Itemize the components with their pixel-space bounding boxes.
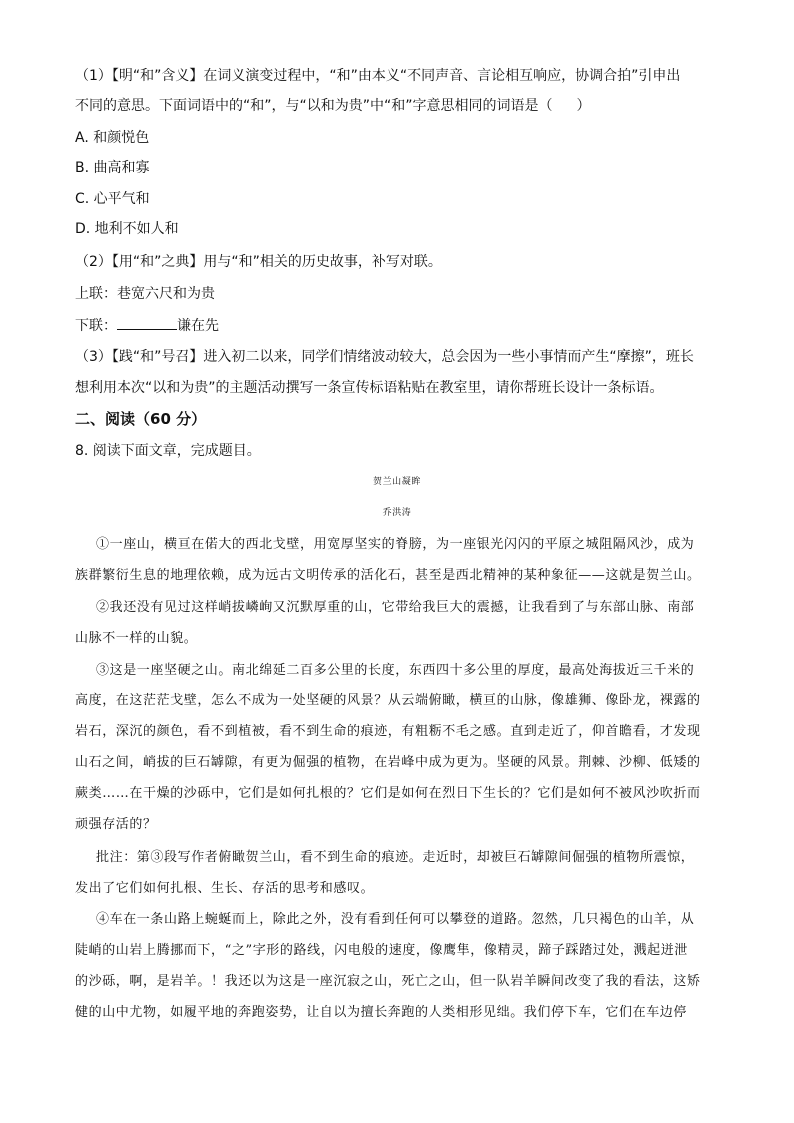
article-title: 贺兰山凝眸 xyxy=(372,477,421,487)
article-line: 蕨类……在干燥的沙砾中，它们是如何扎根的？它们是如何在烈日下生长的？它们是如何不被风沙吹折而 xyxy=(75,786,701,801)
q7-part3-line1: （3）【践“和”号召】进入初二以来，同学们情绪波动较大，总会因为一些小事情而产生“摩擦”，班长 xyxy=(75,349,694,365)
q7-part1-line2-end: ） xyxy=(576,98,591,114)
article-line: ④车在一条山路上蜿蜒而上，除此之外，没有看到任何可以攀登的道路。忽然，几只褐色的山羊，从 xyxy=(96,912,695,927)
article-line: 的沙砾，啊，是岩羊。！我还以为这是一座沉寂之山，死亡之山，但一队岩羊瞬间改变了我的看法，这矫 xyxy=(75,974,701,989)
article-line: ②我还没有见过这样峭拔嶙峋又沉默厚重的山，它带给我巨大的震撼，让我看到了与东部山脉、南部 xyxy=(96,600,695,615)
lower-couplet-suffix: 谦在先 xyxy=(177,318,219,334)
article-line: 山石之间，峭拔的巨石罅隙，有更为倔强的植物，在岩峰中成为更为。坚硬的风景。荆棘、沙柳、低矮的 xyxy=(75,755,701,770)
annotation-line: 批注：第③段写作者俯瞰贺兰山，看不到生命的痕迹。走近时，却被巨石罅隙间倔强的植物所震惊， xyxy=(96,850,695,865)
article-line: 健的山中尤物，如履平地的奔跑姿势，让自以为擅长奔跑的人类相形见绌。我们停下车，它们在车边停 xyxy=(75,1005,688,1020)
article-line: ①一座山，横亘在偌大的西北戈壁，用宽厚坚实的脊膀，为一座银光闪闪的平原之城阻隔风沙，成为 xyxy=(96,537,695,552)
q7-part1-line2 xyxy=(75,96,591,116)
lower-couplet-prefix: 下联： xyxy=(75,318,117,334)
article-line: 族群繁衍生息的地理依赖，成为远古文明传承的活化石，甚至是西北精神的某种象征——这就是贺兰山。 xyxy=(75,568,701,583)
q7-part2: （2）【用“和”之典】用与“和”相关的历史故事，补写对联。 xyxy=(75,254,442,270)
option-c: C. 心平气和 xyxy=(75,191,150,207)
q7-part1-line1: （1）【明“和”含义】在词义演变过程中，“和”由本义“不同声音、言论相互响应，协调合拍”引申出 xyxy=(75,68,681,84)
option-d: D. 地利不如人和 xyxy=(75,221,179,237)
lower-couplet xyxy=(75,315,219,336)
section-heading: 二、阅读（60 分） xyxy=(75,410,207,428)
q7-part3-line2: 想利用本次“以和为贵”的主题活动撰写一条宣传标语粘贴在教室里，请你帮班长设计一条标语。 xyxy=(75,380,664,396)
upper-couplet: 上联：巷宽六尺和为贵 xyxy=(75,286,215,302)
annotation-line: 发出了它们如何扎根、生长、存活的思考和感叹。 xyxy=(75,881,375,896)
article-author: 乔洪涛 xyxy=(382,508,412,518)
option-b: B. 曲高和寡 xyxy=(75,160,150,176)
article-line: 山脉不一样的山貌。 xyxy=(75,631,198,646)
q7-part1-line2-text: 不同的意思。下面词语中的“和”，与“以和为贵”中“和”字意思相同的词语是（ xyxy=(75,98,553,114)
article-line: ③这是一座坚硬之山。南北绵延二百多公里的长度，东西四十多公里的厚度，最高处海拔近三千米的 xyxy=(96,663,695,678)
article-line: 岩石，深沉的颜色，看不到植被，看不到生命的痕迹，有粗粝不毛之感。直到走近了，仰首瞻看，才发现 xyxy=(75,724,701,739)
article-line: 顽强存活的？ xyxy=(75,817,157,832)
article-line: 陡峭的山岩上腾挪而下，“之”字形的路线，闪电般的速度，像鹰隼，像精灵，蹄子踩踏过处，溅起迸泄 xyxy=(75,943,688,958)
q8-intro: 8. 阅读下面文章，完成题目。 xyxy=(75,443,261,459)
option-a: A. 和颜悦色 xyxy=(75,130,150,146)
article-line: 高度，在这茫茫戈壁，怎么不成为一处坚硬的风景？从云端俯瞰，横亘的山脉，像雄狮、像卧龙，裸露的 xyxy=(75,693,701,708)
fill-blank-line xyxy=(117,315,177,330)
